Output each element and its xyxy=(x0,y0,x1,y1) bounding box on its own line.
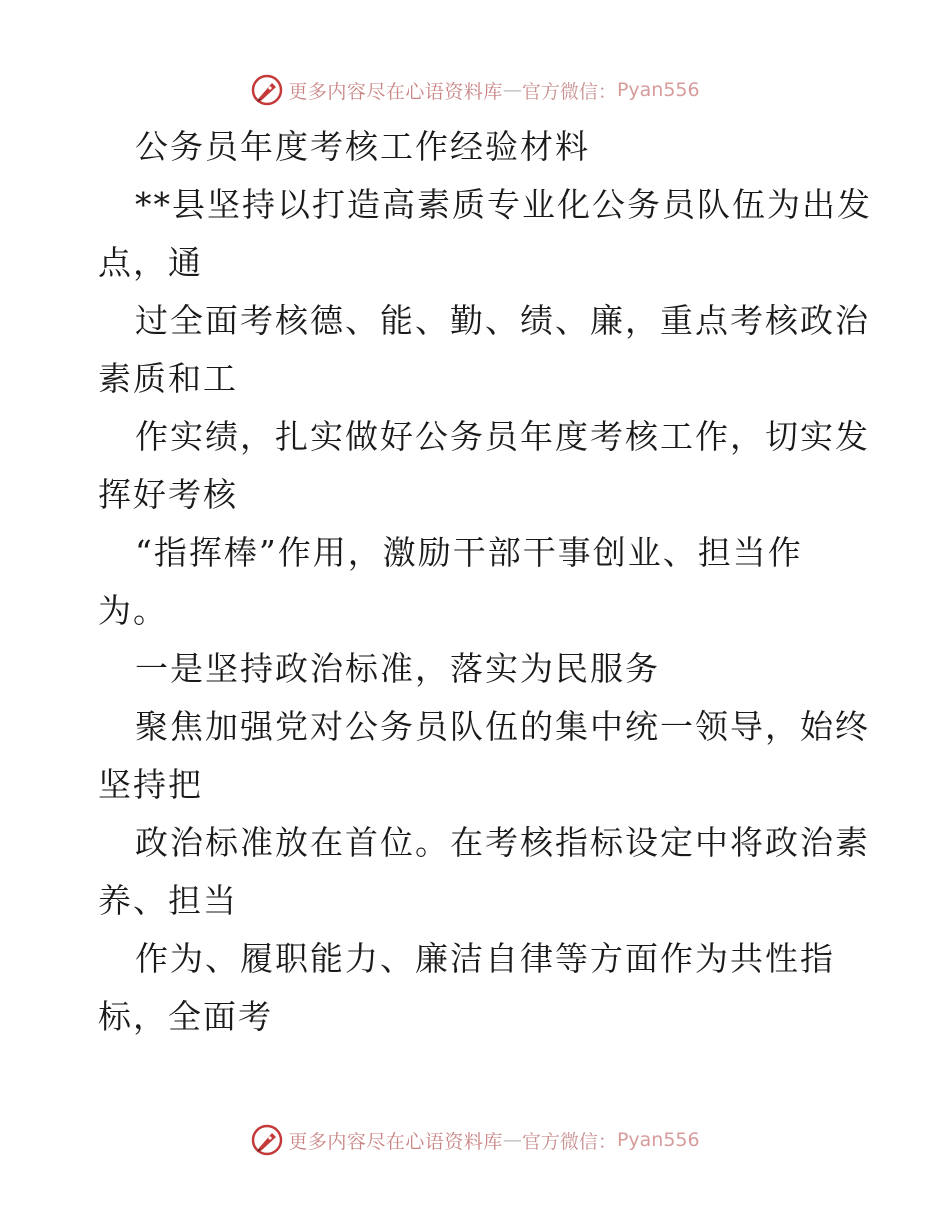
pen-nib-logo-icon xyxy=(250,1123,284,1157)
section-heading: 一是坚持政治标准，落实为民服务 xyxy=(135,649,660,688)
document-title: 公务员年度考核工作经验材料 xyxy=(135,127,590,166)
paragraph-line: 聚焦加强党对公务员队伍的集中统一领导，始终 xyxy=(135,707,870,746)
document-body xyxy=(98,118,872,1046)
paragraph-line: 坚持把 xyxy=(98,765,203,804)
paragraph-line: 点，通 xyxy=(98,243,203,282)
banner-separator: — xyxy=(502,1129,522,1151)
paragraph-line: 作为、履职能力、廉洁自律等方面作为共性指 xyxy=(135,939,835,978)
pen-nib-logo-icon xyxy=(250,73,284,107)
paragraph-line: 政治标准放在首位。在考核指标设定中将政治素 xyxy=(135,823,870,862)
paragraph-line: 过全面考核德、能、勤、绩、廉，重点考核政治 xyxy=(135,301,870,340)
paragraph-line: 标，全面考 xyxy=(98,997,273,1036)
paragraph-line: 素质和工 xyxy=(98,359,238,398)
paragraph-line: 挥好考核 xyxy=(98,475,238,514)
banner-promo-text: 更多内容尽在心语资料库 xyxy=(288,1130,503,1153)
banner-separator: — xyxy=(502,79,522,101)
banner-contact-label: 官方微信： xyxy=(521,80,617,103)
paragraph-line: “指挥棒”作用，激励干部干事创业、担当作 xyxy=(135,533,803,572)
paragraph-line: 作实绩，扎实做好公务员年度考核工作，切实发 xyxy=(135,417,870,456)
banner-promo-text: 更多内容尽在心语资料库 xyxy=(288,80,503,103)
paragraph-line: 为。 xyxy=(98,591,168,630)
banner-wechat-id: Pyan556 xyxy=(616,1129,700,1151)
paragraph-line: **县坚持以打造高素质专业化公务员队伍为出发 xyxy=(135,185,872,224)
paragraph-line: 养、担当 xyxy=(98,881,238,920)
banner-contact-label: 官方微信： xyxy=(521,1130,617,1153)
banner-wechat-id: Pyan556 xyxy=(616,79,700,101)
footer-banner xyxy=(0,1120,950,1160)
header-banner xyxy=(0,70,950,110)
